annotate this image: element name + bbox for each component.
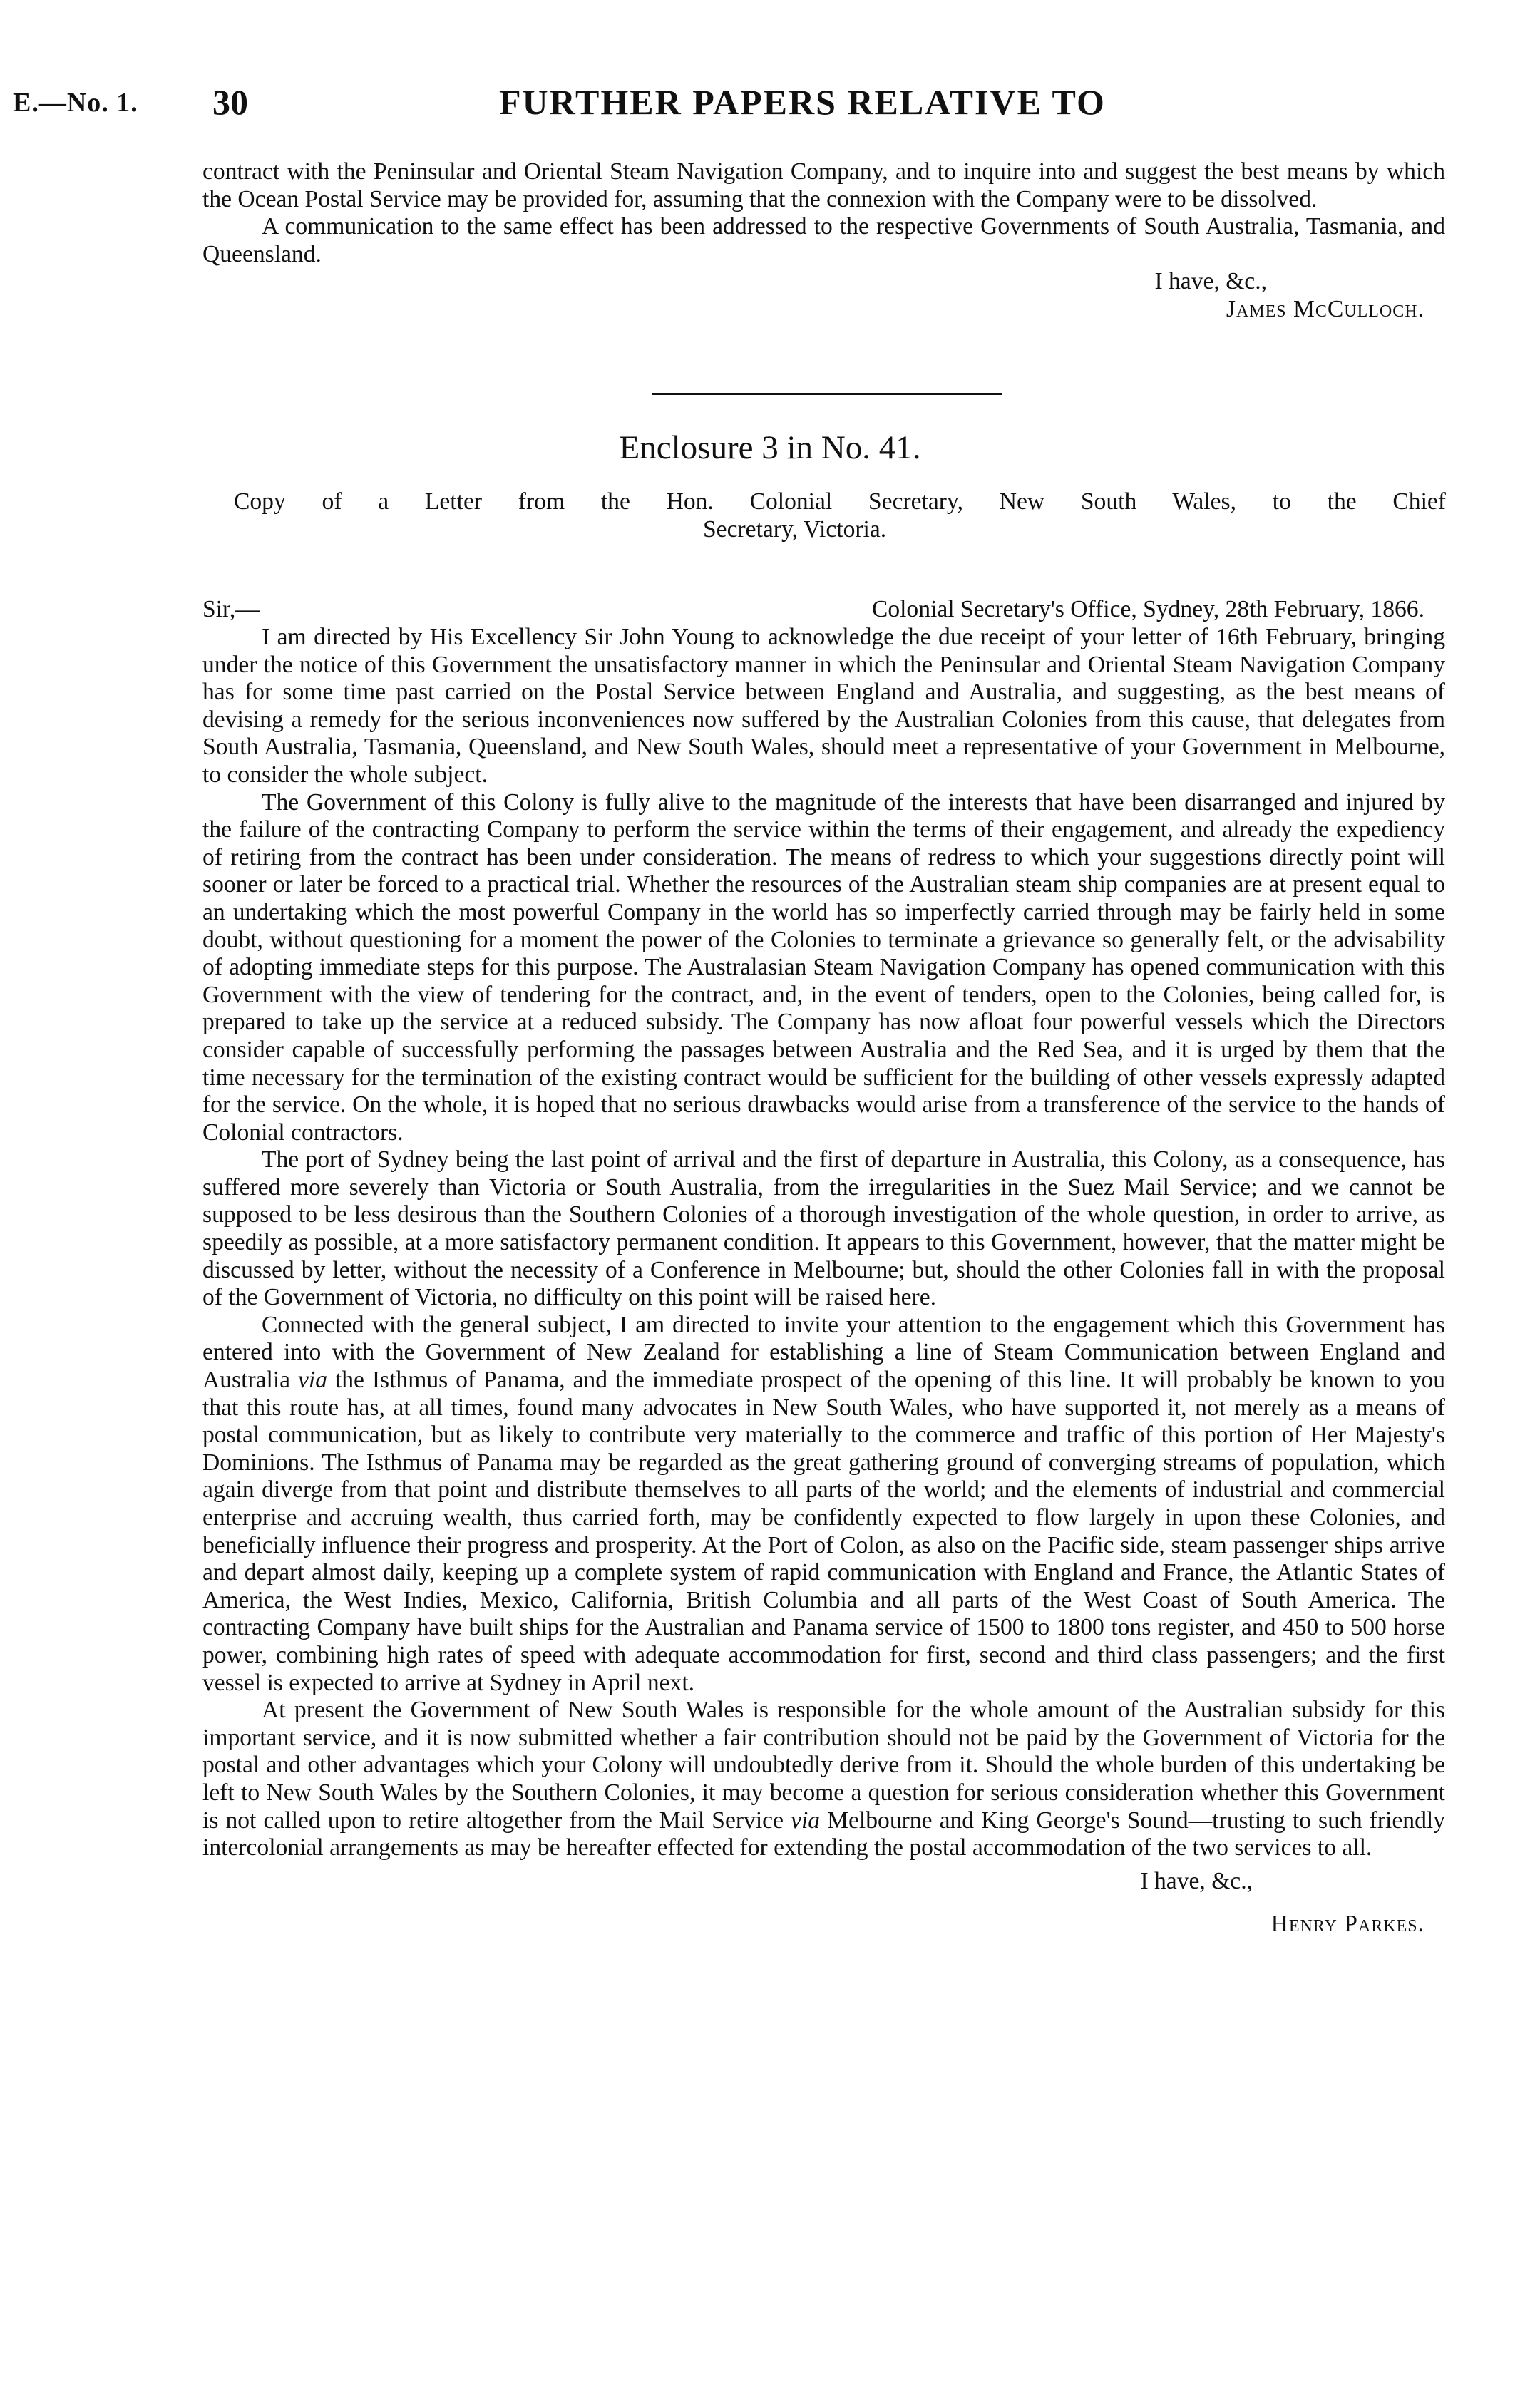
- section-divider: [652, 393, 1002, 395]
- paragraph: The port of Sydney being the last point of arrival and the first of departure in Australia, this Colony, as a consequence, has suffered more severely than Victoria or South Australia, from the irregularities in the Suez Mail Service; and we cannot be supposed to be less desirous than the Southern Colonies of a thorough investigation of the whole question, in order to arrive, as speedily as possible, at a more satisfactory permanent condition. It appears to this Government, however, that the matter might be discussed by letter, without the necessity of a Conference in Melbourne; but, should the other Colonies fall in with the proposal of the Government of Victoria, no difficulty on this point will be raised here.: [202, 1146, 1445, 1311]
- paragraph: I am directed by His Excellency Sir John Young to acknowledge the due receipt of your letter of 16th February, bringing under the notice of this Government the unsatisfactory manner in which the Peninsular and Oriental Steam Navigation Company has for some time past carried on the Postal Service between England and Australia, and suggesting, as the best means of devising a remedy for the serious inconveniences now suffered by the Australian Colonies from this cause, that delegates from South Australia, Tasmania, Queensland, and New South Wales, should meet a representative of your Government in Melbourne, to consider the whole subject.: [202, 624, 1445, 788]
- letter-body: [202, 624, 1445, 1938]
- running-header: [0, 78, 1540, 128]
- enclosure-title: Enclosure 3 in No. 41.: [619, 429, 921, 466]
- paragraph: A communication to the same effect has been addressed to the respective Governments of South Australia, Tasmania, and Queensland.: [202, 213, 1445, 267]
- paper-reference: E.—No. 1.: [13, 88, 138, 118]
- signature: James McCulloch.: [1226, 295, 1424, 322]
- running-title: FURTHER PAPERS RELATIVE TO: [499, 82, 1106, 122]
- paragraph: [202, 1312, 1445, 1697]
- text-run: Melbourne and King George's Sound—trusting to such friendly intercolonial arrangements as may be hereafter effected for extending the postal accommodation of the two services to all.: [202, 1807, 1445, 1861]
- letter-heading-line-2: Secretary, Victoria.: [703, 515, 887, 543]
- italic-word: via: [791, 1807, 821, 1834]
- letter-heading-line-1: Copy of a Letter from the Hon. Colonial Secretary, New South Wales, to the Chief: [234, 488, 1446, 515]
- page-number: 30: [212, 82, 248, 122]
- paragraph: [202, 1697, 1445, 1862]
- letter-heading: [234, 488, 1446, 543]
- signature: Henry Parkes.: [1270, 1911, 1424, 1938]
- text-run: the Isthmus of Panama, and the immediate prospect of the opening of this line. It will probably be known to you that this route has, at all times, found many advocates in New South Wales, who have supported it, not merely as a means of postal communication, but as likely to contribute very materially to the commerce and traffic of this portion of Her Majesty's Dominions. The Isthmus of Panama may be regarded as the great gathering ground of converging streams of population, which again diverge from that point and distribute themselves to all parts of the world; and the elements of industrial and commercial enterprise and accruing wealth, thus carried forth, may be confidently expected to flow largely in upon these Colonies, and beneficially influence their progress and prosperity. At the Port of Colon, as also on the Pacific side, steam passenger ships arrive and depart almost daily, keeping up a complete system of rapid communication with England and France, the Atlantic States of America, the West Indies, Mexico, California, British Columbia and all parts of the West Coast of South America. The contracting Company have built ships for the Australian and Panama service of 1500 to 1800 tons register, and 450 to 500 horse power, combining high rates of speed with adequate accommodation for first, second and third class passengers; and the first vessel is expected to arrive at Sydney in April next.: [202, 1367, 1445, 1696]
- text-run: Connected with the general subject, I am directed to invite your attention to the engagement which this Government has entered into with the Government of New Zealand for establishing a line of Steam Communication between England and Australia: [202, 1311, 1445, 1394]
- italic-word: via: [297, 1367, 328, 1394]
- salutation: Sir,—: [202, 596, 260, 622]
- closing: I have, &c.,: [1154, 268, 1267, 295]
- dateline: Colonial Secretary's Office, Sydney, 28th February, 1866.: [871, 596, 1424, 622]
- closing: I have, &c.,: [1140, 1867, 1253, 1894]
- text-run: At present the Government of New South Wales is responsible for the whole amount of the Australian subsidy for this important service, and it is now submitted whether a fair contribution should not be paid by the Government of Victoria for the postal and other advantages which your Colony will undoubtedly derive from it. Should the whole burden of this undertaking be left to New South Wales by the Southern Colonies, it may become a question for serious consideration whether this Government is not called upon to retire altogether from the Mail Service: [202, 1697, 1445, 1834]
- continued-letter: [202, 158, 1445, 324]
- paragraph: contract with the Peninsular and Oriental Steam Navigation Company, and to inquire into and suggest the best means by which the Ocean Postal Service may be provided for, assuming that the connexion with the Company were to be dissolved.: [202, 158, 1445, 212]
- paragraph: The Government of this Colony is fully alive to the magnitude of the interests that have been disarranged and injured by the failure of the contracting Company to perform the service within the terms of their engagement, and already the expediency of retiring from the contract has been under consideration. The means of redress to which your suggestions directly point will sooner or later be forced to a practical trial. Whether the resources of the Australian steam ship companies are at present equal to an undertaking which the most powerful Company in the world has so imperfectly carried through may be fairly held in some doubt, without questioning for a moment the power of the Colonies to terminate a grievance so generally felt, or the advisability of adopting immediate steps for this purpose. The Australasian Steam Navigation Company has opened communication with this Government with the view of tendering for the contract, and, in the event of tenders, open to the Colonies, being called for, is prepared to take up the service at a reduced subsidy. The Company has now afloat four powerful vessels which the Directors consider capable of successfully performing the passages between Australia and the Red Sea, and it is urged by them that the time necessary for the termination of the existing contract would be sufficient for the building of other vessels expressly adapted for the service. On the whole, it is hoped that no serious drawbacks would arise from a transference of the service to the hands of Colonial contractors.: [202, 788, 1445, 1146]
